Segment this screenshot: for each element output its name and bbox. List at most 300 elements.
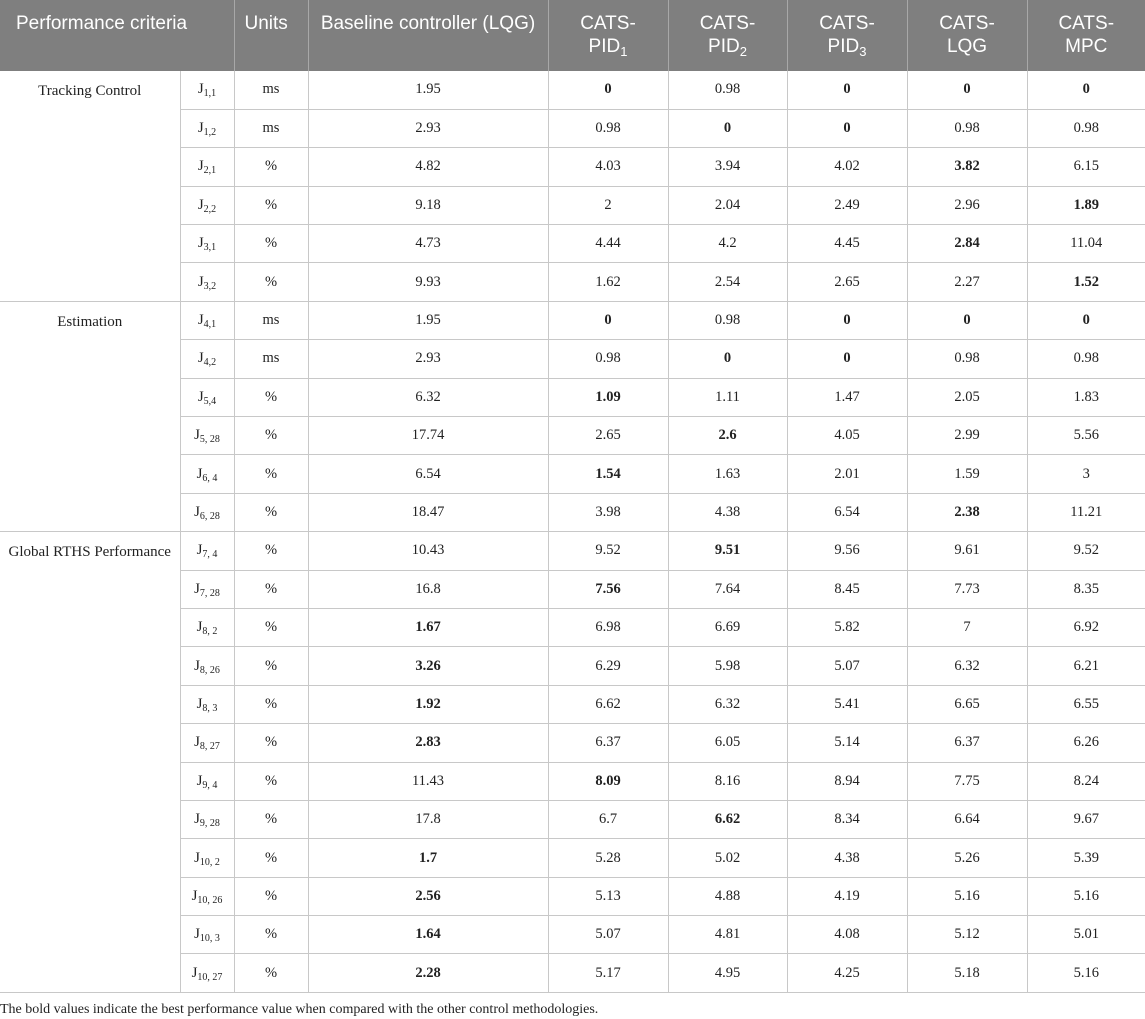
header-pid1-sub: 1 — [620, 44, 628, 59]
value-cell: 4.95 — [668, 954, 787, 992]
units-cell: % — [234, 186, 308, 224]
value-cell — [548, 455, 668, 493]
best-value: 0 — [1082, 312, 1090, 329]
criterion-symbol: J — [196, 695, 203, 712]
units-cell: ms — [234, 340, 308, 378]
value-cell: 5.82 — [787, 608, 907, 646]
value-cell: 6.54 — [787, 493, 907, 531]
header-cats-pid1 — [548, 0, 668, 71]
group-label: Global RTHS Performance — [0, 532, 180, 993]
criterion-cell — [180, 71, 234, 109]
criterion-cell — [180, 301, 234, 339]
criterion-subscript: 3,1 — [203, 242, 217, 254]
value-cell: 2.93 — [308, 340, 548, 378]
best-value: 1.89 — [1073, 196, 1099, 213]
units-cell: % — [234, 263, 308, 301]
value-cell: 4.2 — [668, 225, 787, 263]
value-cell: 17.8 — [308, 800, 548, 838]
value-cell — [787, 109, 907, 147]
value-cell: 0.98 — [1027, 340, 1145, 378]
best-value: 1.67 — [415, 619, 441, 636]
value-cell: 8.45 — [787, 570, 907, 608]
units-cell: % — [234, 493, 308, 531]
criterion-cell — [180, 608, 234, 646]
criterion-symbol: J — [191, 964, 198, 981]
criterion-subscript: 3,2 — [203, 280, 217, 292]
value-cell: 4.38 — [787, 839, 907, 877]
value-cell: 7.64 — [668, 570, 787, 608]
value-cell: 4.88 — [668, 877, 787, 915]
criterion-subscript: 10, 27 — [197, 971, 223, 983]
value-cell — [787, 71, 907, 109]
best-value: 0 — [604, 312, 612, 329]
units-cell: % — [234, 608, 308, 646]
criterion-subscript: 2,2 — [203, 203, 217, 215]
value-cell — [907, 301, 1027, 339]
value-cell: 5.16 — [1027, 954, 1145, 992]
criterion-subscript: 1,2 — [203, 127, 217, 139]
value-cell: 2.93 — [308, 109, 548, 147]
criterion-symbol: J — [196, 542, 203, 559]
units-cell: % — [234, 532, 308, 570]
criterion-symbol: J — [194, 580, 200, 597]
criterion-symbol: J — [196, 465, 203, 482]
criterion-symbol: J — [197, 273, 204, 290]
value-cell: 8.24 — [1027, 762, 1145, 800]
criterion-symbol: J — [194, 849, 200, 866]
units-cell: % — [234, 455, 308, 493]
value-cell: 4.82 — [308, 148, 548, 186]
best-value: 3.26 — [415, 657, 441, 674]
value-cell — [1027, 186, 1145, 224]
value-cell: 1.63 — [668, 455, 787, 493]
criterion-symbol: J — [197, 350, 204, 367]
value-cell: 5.01 — [1027, 916, 1145, 954]
criterion-subscript: 9, 28 — [199, 818, 220, 830]
units-cell: % — [234, 685, 308, 723]
criterion-cell — [180, 455, 234, 493]
table-row — [0, 71, 1145, 109]
value-cell: 4.73 — [308, 225, 548, 263]
best-value: 0 — [843, 120, 851, 137]
value-cell — [668, 417, 787, 455]
header-pid2-sub: 2 — [739, 44, 747, 59]
value-cell: 2.05 — [907, 378, 1027, 416]
value-cell — [308, 916, 548, 954]
value-cell: 4.03 — [548, 148, 668, 186]
header-mpc-label: MPC — [1065, 36, 1108, 57]
criterion-subscript: 4,2 — [203, 357, 217, 369]
criterion-cell — [180, 916, 234, 954]
value-cell: 11.21 — [1027, 493, 1145, 531]
value-cell: 6.32 — [907, 647, 1027, 685]
value-cell — [907, 225, 1027, 263]
value-cell — [308, 839, 548, 877]
value-cell: 6.69 — [668, 608, 787, 646]
value-cell: 2.27 — [907, 263, 1027, 301]
value-cell: 9.52 — [1027, 532, 1145, 570]
criterion-subscript: 9, 4 — [202, 779, 218, 791]
criterion-cell — [180, 685, 234, 723]
value-cell: 3.94 — [668, 148, 787, 186]
value-cell: 8.94 — [787, 762, 907, 800]
value-cell: 5.18 — [907, 954, 1027, 992]
value-cell: 5.07 — [787, 647, 907, 685]
value-cell: 6.32 — [308, 378, 548, 416]
header-cats-pid2 — [668, 0, 787, 71]
value-cell — [1027, 71, 1145, 109]
best-value: 6.62 — [714, 811, 741, 828]
criterion-subscript: 5,4 — [203, 395, 217, 407]
criterion-subscript: 6, 28 — [199, 510, 220, 522]
header-pid-label: PID — [827, 36, 860, 57]
criterion-subscript: 7, 4 — [202, 549, 218, 561]
value-cell — [907, 71, 1027, 109]
units-cell: % — [234, 417, 308, 455]
best-value: 0 — [963, 81, 971, 98]
value-cell: 5.14 — [787, 724, 907, 762]
best-value: 0 — [963, 312, 971, 329]
value-cell — [548, 762, 668, 800]
value-cell: 8.34 — [787, 800, 907, 838]
criterion-symbol: J — [197, 312, 204, 329]
value-cell: 1.11 — [668, 378, 787, 416]
value-cell: 6.54 — [308, 455, 548, 493]
value-cell: 0.98 — [1027, 109, 1145, 147]
value-cell: 1.59 — [907, 455, 1027, 493]
criterion-cell — [180, 800, 234, 838]
criterion-subscript: 2,1 — [203, 165, 217, 177]
value-cell: 6.29 — [548, 647, 668, 685]
criterion-cell — [180, 954, 234, 992]
value-cell: 7 — [907, 608, 1027, 646]
criterion-cell — [180, 839, 234, 877]
value-cell: 7.75 — [907, 762, 1027, 800]
units-cell: ms — [234, 301, 308, 339]
header-cats-mpc — [1027, 0, 1145, 71]
best-value: 7.56 — [595, 580, 621, 597]
value-cell: 11.04 — [1027, 225, 1145, 263]
best-value: 0 — [843, 81, 851, 98]
table-row — [0, 532, 1145, 570]
value-cell: 4.02 — [787, 148, 907, 186]
value-cell: 9.18 — [308, 186, 548, 224]
criterion-subscript: 8, 3 — [202, 702, 218, 714]
value-cell — [548, 570, 668, 608]
value-cell: 0.98 — [668, 301, 787, 339]
best-value: 0 — [843, 350, 851, 367]
value-cell: 4.19 — [787, 877, 907, 915]
value-cell: 5.12 — [907, 916, 1027, 954]
best-value: 0 — [604, 81, 612, 98]
value-cell: 11.43 — [308, 762, 548, 800]
units-cell: % — [234, 762, 308, 800]
criterion-subscript: 1,1 — [203, 88, 217, 100]
value-cell — [907, 493, 1027, 531]
value-cell — [548, 301, 668, 339]
best-value: 2.56 — [415, 887, 441, 904]
value-cell: 9.52 — [548, 532, 668, 570]
header-units: Units — [234, 0, 308, 71]
value-cell — [668, 340, 787, 378]
value-cell: 10.43 — [308, 532, 548, 570]
header-pid3-sub: 3 — [859, 44, 867, 59]
value-cell: 16.8 — [308, 570, 548, 608]
value-cell — [308, 685, 548, 723]
value-cell: 9.67 — [1027, 800, 1145, 838]
units-cell: % — [234, 800, 308, 838]
units-cell: % — [234, 570, 308, 608]
units-cell: ms — [234, 109, 308, 147]
value-cell: 6.55 — [1027, 685, 1145, 723]
value-cell: 4.25 — [787, 954, 907, 992]
best-value: 2.38 — [954, 503, 980, 520]
best-value: 2.28 — [415, 964, 441, 981]
header-performance-criteria: Performance criteria — [0, 0, 234, 71]
value-cell: 8.35 — [1027, 570, 1145, 608]
group-label: Estimation — [0, 301, 180, 531]
criterion-cell — [180, 762, 234, 800]
best-value: 1.52 — [1073, 273, 1099, 290]
criterion-subscript: 8, 26 — [199, 664, 220, 676]
value-cell: 5.13 — [548, 877, 668, 915]
value-cell: 7.73 — [907, 570, 1027, 608]
units-cell: % — [234, 724, 308, 762]
value-cell — [787, 340, 907, 378]
criterion-symbol: J — [194, 926, 200, 943]
value-cell — [308, 877, 548, 915]
criterion-subscript: 7, 28 — [199, 587, 220, 599]
header-baseline: Baseline controller (LQG) — [308, 0, 548, 71]
group-label: Tracking Control — [0, 71, 180, 301]
value-cell: 5.02 — [668, 839, 787, 877]
value-cell: 6.05 — [668, 724, 787, 762]
criterion-cell — [180, 263, 234, 301]
value-cell — [668, 800, 787, 838]
criterion-cell — [180, 148, 234, 186]
value-cell: 6.62 — [548, 685, 668, 723]
table-body — [0, 71, 1145, 992]
criterion-symbol: J — [194, 427, 200, 444]
value-cell — [1027, 263, 1145, 301]
header-pid-label: PID — [708, 36, 740, 57]
criterion-cell — [180, 724, 234, 762]
value-cell: 9.56 — [787, 532, 907, 570]
header-cats-prefix: CATS- — [1058, 13, 1115, 34]
criterion-subscript: 8, 27 — [199, 741, 220, 753]
value-cell: 0.98 — [548, 340, 668, 378]
best-value: 1.64 — [415, 926, 441, 943]
value-cell: 6.64 — [907, 800, 1027, 838]
units-cell: % — [234, 148, 308, 186]
best-value: 0 — [1082, 81, 1090, 98]
header-cats-lqg — [907, 0, 1027, 71]
value-cell: 6.32 — [668, 685, 787, 723]
best-value: 2.6 — [718, 427, 737, 444]
value-cell: 1.62 — [548, 263, 668, 301]
criterion-symbol: J — [194, 503, 200, 520]
criterion-cell — [180, 109, 234, 147]
value-cell: 6.21 — [1027, 647, 1145, 685]
criterion-cell — [180, 340, 234, 378]
value-cell: 6.37 — [907, 724, 1027, 762]
value-cell: 0.98 — [548, 109, 668, 147]
value-cell: 1.47 — [787, 378, 907, 416]
value-cell — [308, 647, 548, 685]
value-cell: 5.41 — [787, 685, 907, 723]
header-cats-pid3 — [787, 0, 907, 71]
value-cell: 5.16 — [907, 877, 1027, 915]
header-cats-prefix: CATS- — [939, 13, 995, 34]
best-value: 0 — [843, 312, 851, 329]
value-cell — [787, 301, 907, 339]
value-cell: 17.74 — [308, 417, 548, 455]
table-footnote: The bold values indicate the best performance value when compared with the other control methodologies. — [0, 1002, 599, 1017]
value-cell: 6.15 — [1027, 148, 1145, 186]
criterion-subscript: 6, 4 — [202, 472, 218, 484]
best-value: 2.84 — [954, 235, 980, 252]
criterion-cell — [180, 877, 234, 915]
value-cell: 4.44 — [548, 225, 668, 263]
criterion-symbol: J — [197, 158, 204, 175]
value-cell: 2.04 — [668, 186, 787, 224]
value-cell: 2.96 — [907, 186, 1027, 224]
criterion-cell — [180, 417, 234, 455]
value-cell — [668, 532, 787, 570]
criterion-cell — [180, 570, 234, 608]
value-cell: 9.61 — [907, 532, 1027, 570]
value-cell: 9.93 — [308, 263, 548, 301]
criterion-cell — [180, 186, 234, 224]
value-cell: 5.56 — [1027, 417, 1145, 455]
value-cell: 6.37 — [548, 724, 668, 762]
value-cell: 2.49 — [787, 186, 907, 224]
criterion-symbol: J — [194, 734, 200, 751]
criterion-cell — [180, 378, 234, 416]
header-cats-prefix: CATS- — [580, 13, 636, 34]
value-cell: 2.65 — [548, 417, 668, 455]
value-cell: 5.98 — [668, 647, 787, 685]
value-cell — [668, 109, 787, 147]
header-cats-prefix: CATS- — [699, 13, 756, 34]
best-value: 1.54 — [595, 465, 621, 482]
table-row — [0, 301, 1145, 339]
units-cell: ms — [234, 71, 308, 109]
criterion-subscript: 10, 3 — [199, 933, 220, 945]
value-cell: 4.05 — [787, 417, 907, 455]
value-cell: 2.01 — [787, 455, 907, 493]
criterion-symbol: J — [197, 81, 204, 98]
value-cell: 3.98 — [548, 493, 668, 531]
value-cell: 18.47 — [308, 493, 548, 531]
value-cell: 6.65 — [907, 685, 1027, 723]
value-cell — [308, 608, 548, 646]
value-cell — [1027, 301, 1145, 339]
value-cell: 0.98 — [668, 71, 787, 109]
criterion-symbol: J — [194, 811, 200, 828]
header-row — [0, 0, 1145, 71]
value-cell: 4.81 — [668, 916, 787, 954]
units-cell: % — [234, 647, 308, 685]
value-cell — [548, 378, 668, 416]
units-cell: % — [234, 378, 308, 416]
best-value: 1.09 — [595, 388, 621, 405]
criterion-symbol: J — [196, 772, 203, 789]
value-cell — [907, 148, 1027, 186]
header-lqg-label: LQG — [946, 36, 988, 57]
value-cell: 3 — [1027, 455, 1145, 493]
criterion-cell — [180, 532, 234, 570]
criterion-symbol: J — [196, 619, 203, 636]
value-cell: 5.28 — [548, 839, 668, 877]
criterion-symbol: J — [197, 120, 204, 137]
value-cell: 6.92 — [1027, 608, 1145, 646]
value-cell: 5.07 — [548, 916, 668, 954]
value-cell: 4.38 — [668, 493, 787, 531]
units-cell: % — [234, 839, 308, 877]
best-value: 0 — [723, 120, 732, 137]
value-cell: 5.39 — [1027, 839, 1145, 877]
units-cell: % — [234, 225, 308, 263]
criterion-subscript: 8, 2 — [202, 626, 218, 638]
best-value: 1.7 — [418, 849, 438, 866]
criterion-subscript: 5, 28 — [199, 434, 220, 446]
value-cell: 5.26 — [907, 839, 1027, 877]
criterion-cell — [180, 647, 234, 685]
units-cell: % — [234, 954, 308, 992]
value-cell: 4.45 — [787, 225, 907, 263]
best-value: 0 — [723, 350, 732, 367]
value-cell: 1.83 — [1027, 378, 1145, 416]
criterion-subscript: 10, 2 — [199, 856, 220, 868]
best-value: 1.92 — [415, 695, 441, 712]
criterion-symbol: J — [197, 235, 204, 252]
value-cell: 5.17 — [548, 954, 668, 992]
criterion-symbol: J — [197, 196, 204, 213]
value-cell: 0.98 — [907, 109, 1027, 147]
value-cell: 1.95 — [308, 71, 548, 109]
value-cell: 0.98 — [907, 340, 1027, 378]
criterion-symbol: J — [197, 388, 204, 405]
criterion-subscript: 4,1 — [203, 319, 217, 331]
criterion-symbol: J — [194, 657, 200, 674]
value-cell: 4.08 — [787, 916, 907, 954]
value-cell — [308, 954, 548, 992]
criterion-symbol: J — [191, 887, 198, 904]
value-cell: 6.26 — [1027, 724, 1145, 762]
best-value: 2.83 — [415, 734, 441, 751]
value-cell: 1.95 — [308, 301, 548, 339]
value-cell: 2.65 — [787, 263, 907, 301]
criterion-subscript: 10, 26 — [197, 894, 223, 906]
header-pid-label: PID — [588, 36, 621, 57]
value-cell: 2.99 — [907, 417, 1027, 455]
best-value: 9.51 — [714, 542, 741, 559]
criterion-cell — [180, 225, 234, 263]
value-cell: 6.7 — [548, 800, 668, 838]
units-cell: % — [234, 916, 308, 954]
units-cell: % — [234, 877, 308, 915]
value-cell: 2 — [548, 186, 668, 224]
best-value: 3.82 — [954, 158, 980, 175]
value-cell: 8.16 — [668, 762, 787, 800]
value-cell — [548, 71, 668, 109]
value-cell: 2.54 — [668, 263, 787, 301]
criterion-cell — [180, 493, 234, 531]
header-cats-prefix: CATS- — [819, 13, 875, 34]
best-value: 8.09 — [595, 772, 621, 789]
value-cell — [308, 724, 548, 762]
